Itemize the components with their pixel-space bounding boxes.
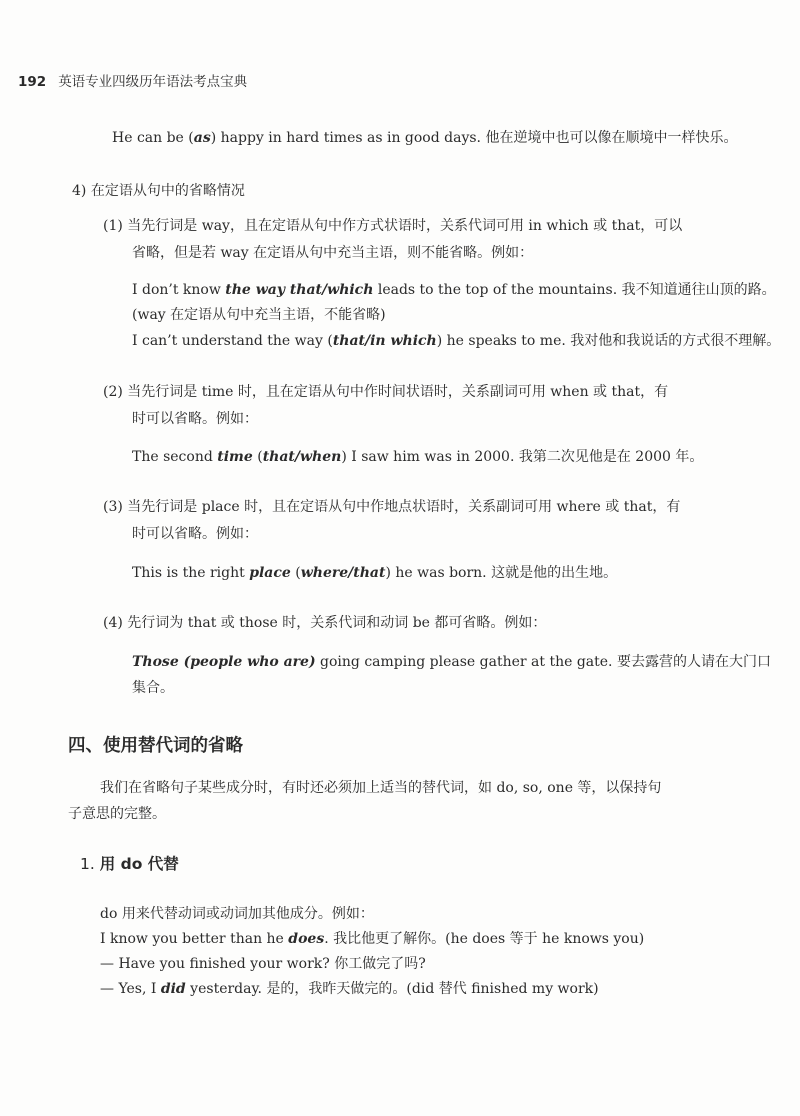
item-4-heading: 4) 在定语从句中的省略情况 bbox=[72, 183, 245, 199]
section-4-intro-line2: 子意思的完整。 bbox=[68, 806, 166, 822]
do-example-3: — Yes, I did yesterday. 是的，我昨天做完的。(did 替代 finished my work) bbox=[100, 981, 599, 997]
example-sentence-as: He can be (as) happy in hard times as in good days. 他在逆境中也可以像在顺境中一样快乐。 bbox=[112, 130, 738, 146]
sub2-text-line1: (2) 当先行词是 time 时，且在定语从句中作时间状语时，关系副词可用 when 或 that，有 bbox=[103, 384, 669, 400]
page-number: 192 bbox=[18, 74, 47, 90]
do-example-2: — Have you finished your work? 你工做完了吗? bbox=[100, 956, 426, 972]
sub3-text-line1: (3) 当先行词是 place 时，且在定语从句中作地点状语时，关系副词可用 where 或 that，有 bbox=[103, 499, 681, 515]
sub1-text-line2: 省略，但是若 way 在定语从句中充当主语，则不能省略。例如： bbox=[132, 245, 534, 261]
sub3-text-line2: 时可以省略。例如： bbox=[132, 526, 258, 542]
book-title: 英语专业四级历年语法考点宝典 bbox=[58, 74, 248, 90]
sub4-example-line2: 集合。 bbox=[132, 680, 174, 696]
sub2-text-line2: 时可以省略。例如： bbox=[132, 411, 258, 427]
sub2-example: The second time (that/when) I saw him was in 2000. 我第二次见他是在 2000 年。 bbox=[132, 449, 704, 465]
section-4-intro-line1: 我们在省略句子某些成分时，有时还必须加上适当的替代词，如 do, so, one 等，以保持句 bbox=[100, 780, 662, 796]
page-header bbox=[18, 70, 247, 90]
sub4-text-line1: (4) 先行词为 that 或 those 时，关系代词和动词 be 都可省略。例如： bbox=[103, 615, 547, 631]
subsection-do-title: 1. 用 do 代替 bbox=[80, 855, 179, 873]
sub1-text-line1: (1) 当先行词是 way，且在定语从句中作方式状语时，关系代词可用 in which 或 that，可以 bbox=[103, 218, 683, 234]
section-4-title: 四、使用替代词的省略 bbox=[68, 736, 243, 756]
sub1-example-1-note: (way 在定语从句中充当主语，不能省略) bbox=[132, 307, 386, 323]
do-example-1: I know you better than he does. 我比他更了解你。(he does 等于 he knows you) bbox=[100, 931, 645, 947]
do-description: do 用来代替动词或动词加其他成分。例如： bbox=[100, 906, 374, 922]
sub1-example-1: I don’t know the way that/which leads to the top of the mountains. 我不知道通往山顶的路。 bbox=[132, 282, 776, 298]
sub3-example: This is the right place (where/that) he was born. 这就是他的出生地。 bbox=[132, 565, 618, 581]
sub4-example: Those (people who are) going camping please gather at the gate. 要去露营的人请在大门口 bbox=[132, 654, 771, 670]
sub1-example-2: I can’t understand the way (that/in which) he speaks to me. 我对他和我说话的方式很不理解。 bbox=[132, 333, 781, 349]
